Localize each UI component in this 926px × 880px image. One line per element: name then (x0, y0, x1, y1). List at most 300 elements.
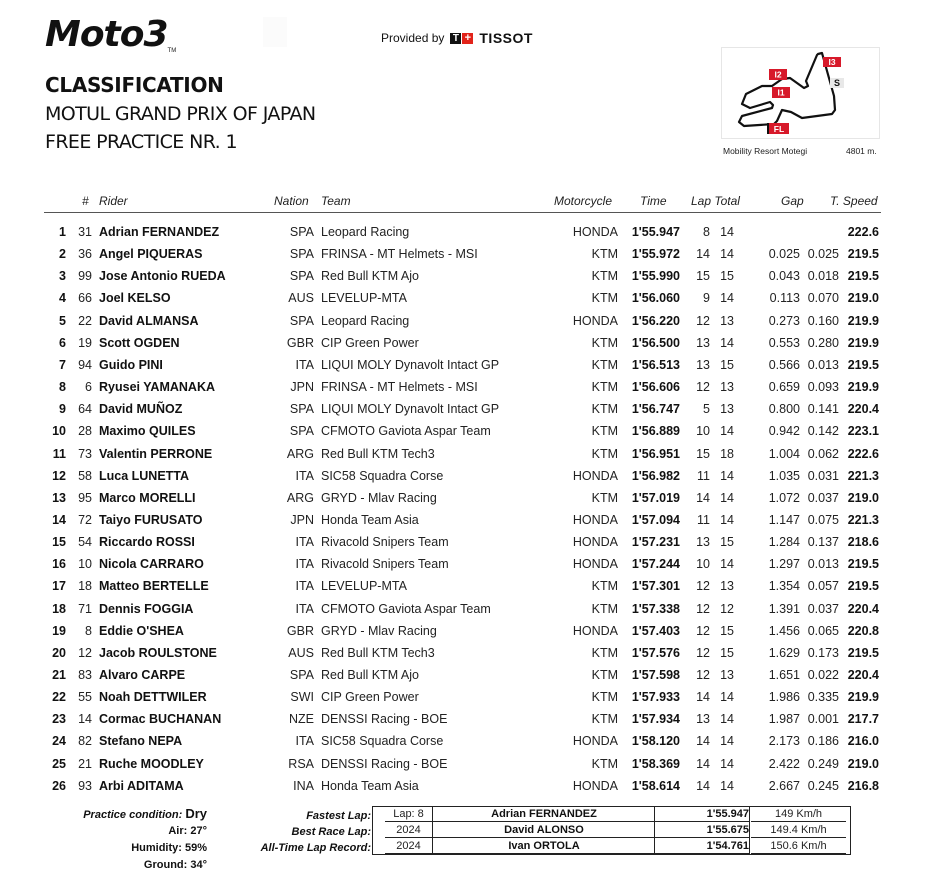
best-lap: 12 (696, 601, 710, 616)
rider-name: Marco MORELLI (99, 490, 196, 505)
gap-first: 0.800 (768, 402, 800, 417)
best-lap: 15 (696, 446, 710, 461)
page-title: CLASSIFICATION (45, 73, 224, 97)
motorcycle: KTM (591, 668, 618, 682)
marker-s-label: S (833, 78, 841, 88)
total-laps: 14 (720, 557, 734, 572)
position: 3 (59, 269, 66, 284)
rider-number: 54 (78, 535, 92, 550)
motorcycle: KTM (591, 247, 618, 262)
rider-name: Jacob ROULSTONE (99, 645, 217, 660)
rider-name: Ruche MOODLEY (99, 756, 204, 771)
team: Red Bull KTM Tech3 (321, 446, 435, 461)
position: 18 (52, 601, 66, 616)
motorcycle: HONDA (572, 512, 618, 527)
total-laps: 13 (720, 402, 734, 417)
record-rider: Adrian FERNANDEZ (433, 808, 655, 822)
nation: JPN (290, 380, 314, 395)
table-row (0, 712, 926, 734)
top-speed: 223.1 (847, 424, 879, 439)
position: 21 (52, 668, 66, 682)
total-laps: 14 (720, 756, 734, 771)
gap-previous: 0.013 (807, 557, 839, 572)
table-row (0, 447, 926, 469)
best-lap: 12 (696, 313, 710, 328)
team: FRINSA - MT Helmets - MSI (321, 380, 478, 395)
best-lap: 13 (696, 535, 710, 550)
rider-name: Valentin PERRONE (99, 446, 213, 461)
practice-condition-label: Practice condition: (83, 809, 183, 821)
gap-first: 2.667 (768, 778, 800, 793)
position: 22 (52, 690, 66, 705)
rider-number: 14 (78, 712, 92, 727)
table-row (0, 291, 926, 313)
total-laps: 14 (720, 335, 734, 350)
table-row (0, 225, 926, 247)
lap-time: 1'57.598 (631, 668, 680, 682)
table-row (0, 269, 926, 291)
gap-previous: 0.025 (807, 247, 839, 262)
table-row (0, 734, 926, 756)
total-laps: 14 (720, 291, 734, 306)
gap-first: 0.273 (768, 313, 800, 328)
team: CIP Green Power (321, 690, 419, 705)
table-row (0, 380, 926, 402)
lap-time: 1'56.060 (631, 291, 680, 306)
table-row (0, 513, 926, 535)
table-row (0, 557, 926, 579)
rider-name: Adrian FERNANDEZ (99, 225, 220, 239)
team: Red Bull KTM Ajo (321, 269, 419, 284)
lap-time: 1'57.338 (631, 601, 680, 616)
rider-number: 73 (78, 446, 92, 461)
rider-number: 10 (78, 557, 92, 572)
table-row (0, 668, 926, 690)
table-row (0, 602, 926, 624)
nation: ARG (286, 446, 314, 461)
rider-number: 95 (78, 490, 92, 505)
record-row-all-time (373, 839, 850, 855)
header-lap-total: Lap Total (691, 194, 740, 208)
track-map (721, 47, 880, 139)
nation: ITA (295, 601, 314, 616)
table-row (0, 579, 926, 601)
lap-time: 1'55.990 (631, 269, 680, 284)
position: 19 (52, 623, 66, 638)
motorcycle: KTM (591, 335, 618, 350)
motorcycle: HONDA (572, 313, 618, 328)
gap-first: 1.629 (768, 645, 800, 660)
gap-previous: 0.093 (807, 380, 839, 395)
table-row (0, 314, 926, 336)
top-speed: 220.8 (847, 623, 879, 638)
lap-time: 1'56.606 (631, 380, 680, 395)
gap-first: 2.422 (768, 756, 800, 771)
motorcycle: KTM (591, 424, 618, 439)
gap-first: 1.297 (768, 557, 800, 572)
practice-condition-value: Dry (185, 806, 207, 821)
header-motorcycle: Motorcycle (554, 194, 613, 208)
rider-number: 55 (78, 690, 92, 705)
marker-fl-label: FL (773, 124, 785, 134)
table-row (0, 535, 926, 557)
team: DENSSI Racing - BOE (321, 756, 448, 771)
total-laps: 14 (720, 247, 734, 262)
total-laps: 15 (720, 623, 734, 638)
team: Red Bull KTM Tech3 (321, 645, 435, 660)
rider-name: Angel PIQUERAS (99, 247, 203, 262)
header-number: # (82, 194, 89, 208)
motorcycle: HONDA (572, 778, 618, 793)
placeholder-graphic (263, 17, 287, 47)
team: Red Bull KTM Ajo (321, 668, 419, 682)
rider-number: 12 (78, 645, 92, 660)
motorcycle: KTM (591, 269, 618, 284)
header-speed: T. Speed (830, 194, 878, 208)
nation: SPA (289, 424, 314, 439)
best-lap: 12 (696, 623, 710, 638)
motorcycle: KTM (591, 690, 618, 705)
lap-time: 1'56.513 (631, 357, 680, 372)
team: LIQUI MOLY Dynavolt Intact GP (321, 402, 500, 417)
total-laps: 14 (720, 734, 734, 749)
position: 15 (52, 535, 66, 550)
motorcycle: KTM (591, 756, 618, 771)
position: 8 (59, 380, 66, 395)
position: 4 (59, 291, 66, 306)
table-row (0, 646, 926, 668)
total-laps: 14 (720, 468, 734, 483)
top-speed: 216.0 (847, 734, 879, 749)
nation: SPA (289, 225, 314, 239)
top-speed: 222.6 (847, 225, 879, 239)
top-speed: 219.9 (847, 335, 879, 350)
total-laps: 15 (720, 269, 734, 284)
best-lap: 12 (696, 380, 710, 395)
best-lap: 13 (696, 335, 710, 350)
gap-first: 0.659 (768, 380, 800, 395)
top-speed: 216.8 (847, 778, 879, 793)
humidity: Humidity: 59% (131, 842, 207, 854)
nation: ITA (295, 579, 314, 594)
motorcycle: KTM (591, 601, 618, 616)
total-laps: 13 (720, 579, 734, 594)
total-laps: 14 (720, 778, 734, 793)
rider-name: Alvaro CARPE (99, 668, 186, 682)
top-speed: 221.3 (847, 512, 879, 527)
top-speed: 218.6 (847, 535, 879, 550)
top-speed: 220.4 (847, 601, 879, 616)
rider-number: 8 (85, 623, 92, 638)
header-time: Time (640, 194, 667, 208)
motorcycle: KTM (591, 357, 618, 372)
event-title: MOTUL GRAND PRIX OF JAPAN (45, 103, 316, 125)
motorcycle: HONDA (572, 623, 618, 638)
top-speed: 221.3 (847, 468, 879, 483)
nation: SPA (289, 668, 314, 682)
motorcycle: HONDA (572, 557, 618, 572)
lap-time: 1'57.019 (631, 490, 680, 505)
lap-time: 1'55.947 (631, 225, 680, 239)
total-laps: 14 (720, 512, 734, 527)
best-lap: 14 (696, 247, 710, 262)
lap-time: 1'56.220 (631, 313, 680, 328)
best-lap: 9 (703, 291, 710, 306)
gap-first: 1.284 (768, 535, 800, 550)
position: 6 (59, 335, 66, 350)
gap-first: 1.072 (768, 490, 800, 505)
total-laps: 13 (720, 380, 734, 395)
motorcycle: KTM (591, 446, 618, 461)
header-gap: Gap (781, 194, 804, 208)
position: 2 (59, 247, 66, 262)
record-lap: Lap: 8 (385, 808, 432, 822)
total-laps: 15 (720, 357, 734, 372)
gap-previous: 0.031 (807, 468, 839, 483)
checkered-flag-icon (767, 123, 769, 134)
lap-time: 1'57.934 (631, 712, 680, 727)
nation: ITA (295, 357, 314, 372)
best-lap: 15 (696, 269, 710, 284)
nation: ITA (295, 535, 314, 550)
best-lap: 10 (696, 557, 710, 572)
total-laps: 14 (720, 690, 734, 705)
gap-previous: 0.186 (807, 734, 839, 749)
team: DENSSI Racing - BOE (321, 712, 448, 727)
nation: ITA (295, 468, 314, 483)
top-speed: 219.5 (847, 557, 879, 572)
rider-name: Guido PINI (99, 357, 163, 372)
record-rider: David ALONSO (433, 824, 655, 838)
gap-previous: 0.062 (807, 446, 839, 461)
position: 26 (52, 778, 66, 793)
nation: GBR (286, 623, 314, 638)
team: Leopard Racing (321, 225, 410, 239)
total-laps: 13 (720, 668, 734, 682)
nation: INA (293, 778, 314, 793)
gap-previous: 0.070 (807, 291, 839, 306)
top-speed: 219.5 (847, 357, 879, 372)
lap-time: 1'56.951 (631, 446, 680, 461)
header-team: Team (321, 194, 351, 208)
record-speed: 149 Km/h (751, 808, 846, 822)
record-year: 2024 (385, 824, 432, 838)
gap-first: 1.035 (768, 468, 800, 483)
session-title: FREE PRACTICE NR. 1 (45, 131, 238, 153)
total-laps: 14 (720, 490, 734, 505)
position: 17 (52, 579, 66, 594)
gap-previous: 0.013 (807, 357, 839, 372)
team: CFMOTO Gaviota Aspar Team (321, 601, 491, 616)
gap-previous: 0.137 (807, 535, 839, 550)
gap-previous: 0.335 (807, 690, 839, 705)
table-row (0, 424, 926, 446)
lap-time: 1'57.231 (631, 535, 680, 550)
records-table (372, 806, 851, 855)
rider-name: Matteo BERTELLE (99, 579, 209, 594)
record-label-best-race: Best Race Lap: (291, 826, 371, 838)
top-speed: 219.0 (847, 490, 879, 505)
motorcycle: HONDA (572, 225, 618, 239)
best-lap: 14 (696, 490, 710, 505)
logo-tm: TM (167, 48, 177, 54)
gap-first: 0.553 (768, 335, 800, 350)
gap-previous: 0.173 (807, 645, 839, 660)
rider-number: 93 (78, 778, 92, 793)
rider-name: Stefano NEPA (99, 734, 183, 749)
rider-name: Taiyo FURUSATO (99, 512, 203, 527)
nation: ARG (286, 490, 314, 505)
total-laps: 18 (720, 446, 734, 461)
team: LEVELUP-MTA (321, 291, 407, 306)
lap-time: 1'58.369 (631, 756, 680, 771)
ground-temp: Ground: 34° (143, 859, 207, 871)
top-speed: 219.0 (847, 756, 879, 771)
rider-number: 58 (78, 468, 92, 483)
nation: JPN (290, 512, 314, 527)
position: 23 (52, 712, 66, 727)
table-row (0, 336, 926, 358)
rider-name: Dennis FOGGIA (99, 601, 194, 616)
rider-name: Joel KELSO (99, 291, 171, 306)
team: GRYD - Mlav Racing (321, 623, 437, 638)
nation: SPA (289, 402, 314, 417)
tissot-t: T (450, 33, 461, 44)
rider-name: Riccardo ROSSI (99, 535, 195, 550)
team: Rivacold Snipers Team (321, 535, 449, 550)
rider-number: 72 (78, 512, 92, 527)
team: CFMOTO Gaviota Aspar Team (321, 424, 491, 439)
lap-time: 1'56.500 (631, 335, 680, 350)
team: SIC58 Squadra Corse (321, 734, 444, 749)
nation: SPA (289, 247, 314, 262)
practice-condition (60, 806, 207, 821)
top-speed: 219.9 (847, 380, 879, 395)
rider-number: 66 (78, 291, 92, 306)
motorcycle: HONDA (572, 535, 618, 550)
top-speed: 219.5 (847, 269, 879, 284)
logo-text: Moto3 (45, 14, 168, 55)
gap-first: 0.113 (769, 291, 800, 306)
lap-time: 1'57.301 (631, 579, 680, 594)
record-label-fastest: Fastest Lap: (306, 810, 371, 822)
table-row (0, 402, 926, 424)
rider-number: 19 (78, 335, 92, 350)
team: FRINSA - MT Helmets - MSI (321, 247, 478, 262)
motorcycle: HONDA (572, 468, 618, 483)
gap-previous: 0.018 (807, 269, 839, 284)
position: 12 (52, 468, 66, 483)
best-lap: 14 (696, 734, 710, 749)
best-lap: 14 (696, 690, 710, 705)
gap-previous: 0.141 (807, 402, 839, 417)
motorcycle: KTM (591, 291, 618, 306)
gap-first: 1.456 (768, 623, 800, 638)
nation: RSA (288, 756, 314, 771)
nation: SWI (290, 690, 314, 705)
gap-first: 2.173 (768, 734, 800, 749)
total-laps: 14 (720, 424, 734, 439)
position: 16 (52, 557, 66, 572)
nation: SPA (289, 313, 314, 328)
rider-number: 71 (78, 601, 92, 616)
gap-previous: 0.001 (807, 712, 839, 727)
motorcycle: KTM (591, 380, 618, 395)
best-lap: 12 (696, 668, 710, 682)
total-laps: 14 (720, 225, 734, 239)
rider-name: Jose Antonio RUEDA (99, 269, 226, 284)
rider-number: 6 (85, 380, 92, 395)
gap-first: 1.987 (768, 712, 800, 727)
top-speed: 219.9 (847, 690, 879, 705)
rider-name: Scott OGDEN (99, 335, 180, 350)
table-row (0, 247, 926, 269)
record-time: 1'55.675 (655, 824, 749, 838)
table-row (0, 779, 926, 801)
gap-previous: 0.037 (807, 601, 839, 616)
rider-number: 31 (78, 225, 92, 239)
total-laps: 14 (720, 712, 734, 727)
best-lap: 12 (696, 645, 710, 660)
best-lap: 12 (696, 579, 710, 594)
air-temp: Air: 27° (168, 825, 207, 837)
rider-number: 21 (78, 756, 92, 771)
gap-previous: 0.057 (807, 579, 839, 594)
top-speed: 219.9 (847, 313, 879, 328)
nation: SPA (289, 269, 314, 284)
team: LEVELUP-MTA (321, 579, 407, 594)
rider-number: 22 (78, 313, 92, 328)
best-lap: 14 (696, 778, 710, 793)
sponsor-credit (381, 30, 533, 46)
top-speed: 219.5 (847, 247, 879, 262)
top-speed: 217.7 (847, 712, 879, 727)
marker-i3-label: I3 (828, 57, 836, 67)
record-row-best-race (373, 823, 850, 839)
rider-name: David MUÑOZ (99, 402, 183, 417)
header-rider: Rider (99, 194, 128, 208)
record-row-fastest (373, 807, 850, 823)
gap-first: 1.651 (768, 668, 800, 682)
table-row (0, 469, 926, 491)
gap-previous: 0.037 (807, 490, 839, 505)
team: CIP Green Power (321, 335, 419, 350)
gap-previous: 0.065 (807, 623, 839, 638)
nation: ITA (295, 557, 314, 572)
rider-number: 28 (78, 424, 92, 439)
rider-name: Noah DETTWILER (99, 690, 207, 705)
team: Leopard Racing (321, 313, 410, 328)
gap-first: 0.043 (768, 269, 800, 284)
rider-number: 36 (78, 247, 92, 262)
gap-first: 0.025 (768, 247, 800, 262)
rider-number: 99 (78, 269, 92, 284)
table-row (0, 358, 926, 380)
total-laps: 15 (720, 535, 734, 550)
total-laps: 13 (720, 313, 734, 328)
best-lap: 10 (696, 424, 710, 439)
rider-name: David ALMANSA (99, 313, 199, 328)
rider-name: Maximo QUILES (99, 424, 196, 439)
position: 10 (52, 424, 66, 439)
provided-by-label: Provided by (381, 31, 445, 45)
table-row (0, 757, 926, 779)
rider-name: Ryusei YAMANAKA (99, 380, 216, 395)
motorcycle: HONDA (572, 734, 618, 749)
table-row (0, 624, 926, 646)
rider-name: Luca LUNETTA (99, 468, 190, 483)
lap-time: 1'55.972 (631, 247, 680, 262)
